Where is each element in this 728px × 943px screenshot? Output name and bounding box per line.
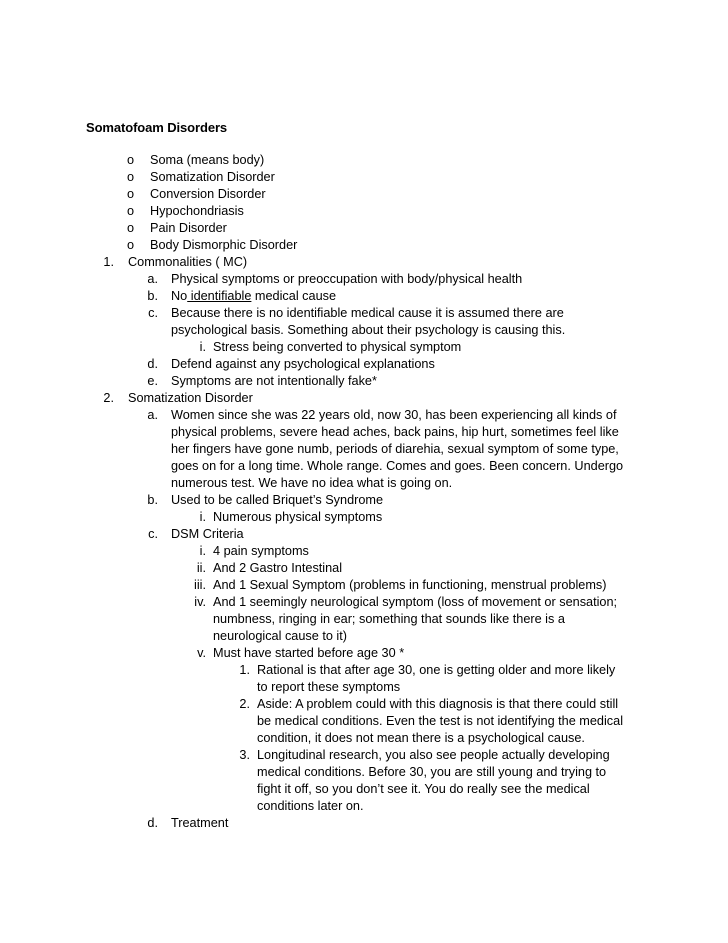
list-marker: c. (148, 306, 158, 320)
list-item: Used to be called Briquet’s Syndrome (171, 493, 384, 507)
list-marker: iii. (194, 578, 206, 592)
list-item: Longitudinal research, you also see people actually developing (257, 748, 610, 762)
text-run: medical cause (251, 289, 337, 303)
list-item-continuation: conditions later on. (257, 799, 364, 813)
bullet-item: Somatization Disorder (150, 170, 275, 184)
list-marker: b. (147, 289, 158, 303)
list-marker: d. (147, 816, 158, 830)
list-marker: a. (147, 408, 158, 422)
list-item: Women since she was 22 years old, now 30, has been experiencing all kinds of (171, 408, 617, 422)
list-item: Aside: A problem could with this diagnosis is that there could still (257, 697, 619, 711)
bullet-item: Conversion Disorder (150, 187, 266, 201)
list-item-continuation: condition, it does not mean there is a psychological cause. (257, 731, 585, 745)
list-item-continuation: medical conditions. Before 30, you are still young and trying to (257, 765, 607, 779)
bullet-marker: o (126, 238, 134, 252)
list-marker: i. (199, 544, 206, 558)
list-marker: e. (147, 374, 158, 388)
list-item: Treatment (171, 816, 229, 830)
list-marker: ii. (196, 561, 206, 575)
list-item: Rational is that after age 30, one is getting older and more likely (257, 663, 616, 677)
section-number: 1. (103, 255, 114, 269)
list-marker: d. (147, 357, 158, 371)
list-item: And 1 Sexual Symptom (problems in functioning, menstrual problems) (213, 578, 607, 592)
page-title: Somatofoam Disorders (86, 120, 228, 135)
bullet-marker: o (126, 170, 134, 184)
list-item (171, 288, 336, 305)
list-marker: c. (148, 527, 158, 541)
list-marker: b. (147, 493, 158, 507)
bullet-item: Soma (means body) (150, 153, 265, 167)
list-marker: 1. (239, 663, 250, 677)
list-marker: a. (147, 272, 158, 286)
list-item: Must have started before age 30 * (213, 646, 405, 660)
list-marker: 2. (239, 697, 250, 711)
list-item-continuation: to report these symptoms (257, 680, 401, 694)
list-item: 4 pain symptoms (213, 544, 309, 558)
list-item-continuation: psychological basis. Something about their psychology is causing this. (171, 323, 566, 337)
bullet-marker: o (126, 187, 134, 201)
bullet-marker: o (126, 153, 134, 167)
list-item: And 2 Gastro Intestinal (213, 561, 343, 575)
bullet-item: Body Dismorphic Disorder (150, 238, 298, 252)
list-item: And 1 seemingly neurological symptom (loss of movement or sensation; (213, 595, 618, 609)
text-run: No (171, 289, 188, 303)
list-item: Defend against any psychological explanations (171, 357, 435, 371)
bullet-item: Hypochondriasis (150, 204, 244, 218)
list-item-continuation: numerous test. We have no idea what is going on. (171, 476, 453, 490)
list-item-continuation: neurological cause to it) (213, 629, 347, 643)
list-item: Symptoms are not intentionally fake* (171, 374, 377, 388)
list-marker: i. (199, 340, 206, 354)
list-item-continuation: physical problems, severe head aches, back pains, hip hurt, sometimes feel like (171, 425, 619, 439)
list-marker: iv. (194, 595, 206, 609)
list-item: DSM Criteria (171, 527, 244, 541)
underlined-text: identifiable (187, 289, 252, 303)
list-item: Stress being converted to physical symptom (213, 340, 462, 354)
section-heading: Commonalities ( MC) (128, 255, 248, 269)
list-item: Because there is no identifiable medical cause it is assumed there are (171, 306, 564, 320)
bullet-item: Pain Disorder (150, 221, 227, 235)
list-item-continuation: fight it off, so you don’t see it. You do really see the medical (257, 782, 590, 796)
list-item-continuation: her fingers have gone numb, periods of diarehia, sexual symptom of some type, (171, 442, 619, 456)
list-item-continuation: be medical conditions. Even the test is not identifying the medical (257, 714, 624, 728)
bullet-marker: o (126, 204, 134, 218)
section-number: 2. (103, 391, 114, 405)
list-item-continuation: goes on for a long time. Whole range. Comes and goes. Been concern. Undergo (171, 459, 624, 473)
list-marker: v. (197, 646, 206, 660)
list-item-continuation: numbness, ringing in ear; something that sounds like there is a (213, 612, 565, 626)
list-marker: 3. (239, 748, 250, 762)
list-item: Physical symptoms or preoccupation with body/physical health (171, 272, 523, 286)
bullet-marker: o (126, 221, 134, 235)
section-heading: Somatization Disorder (128, 391, 253, 405)
list-marker: i. (199, 510, 206, 524)
list-item: Numerous physical symptoms (213, 510, 383, 524)
